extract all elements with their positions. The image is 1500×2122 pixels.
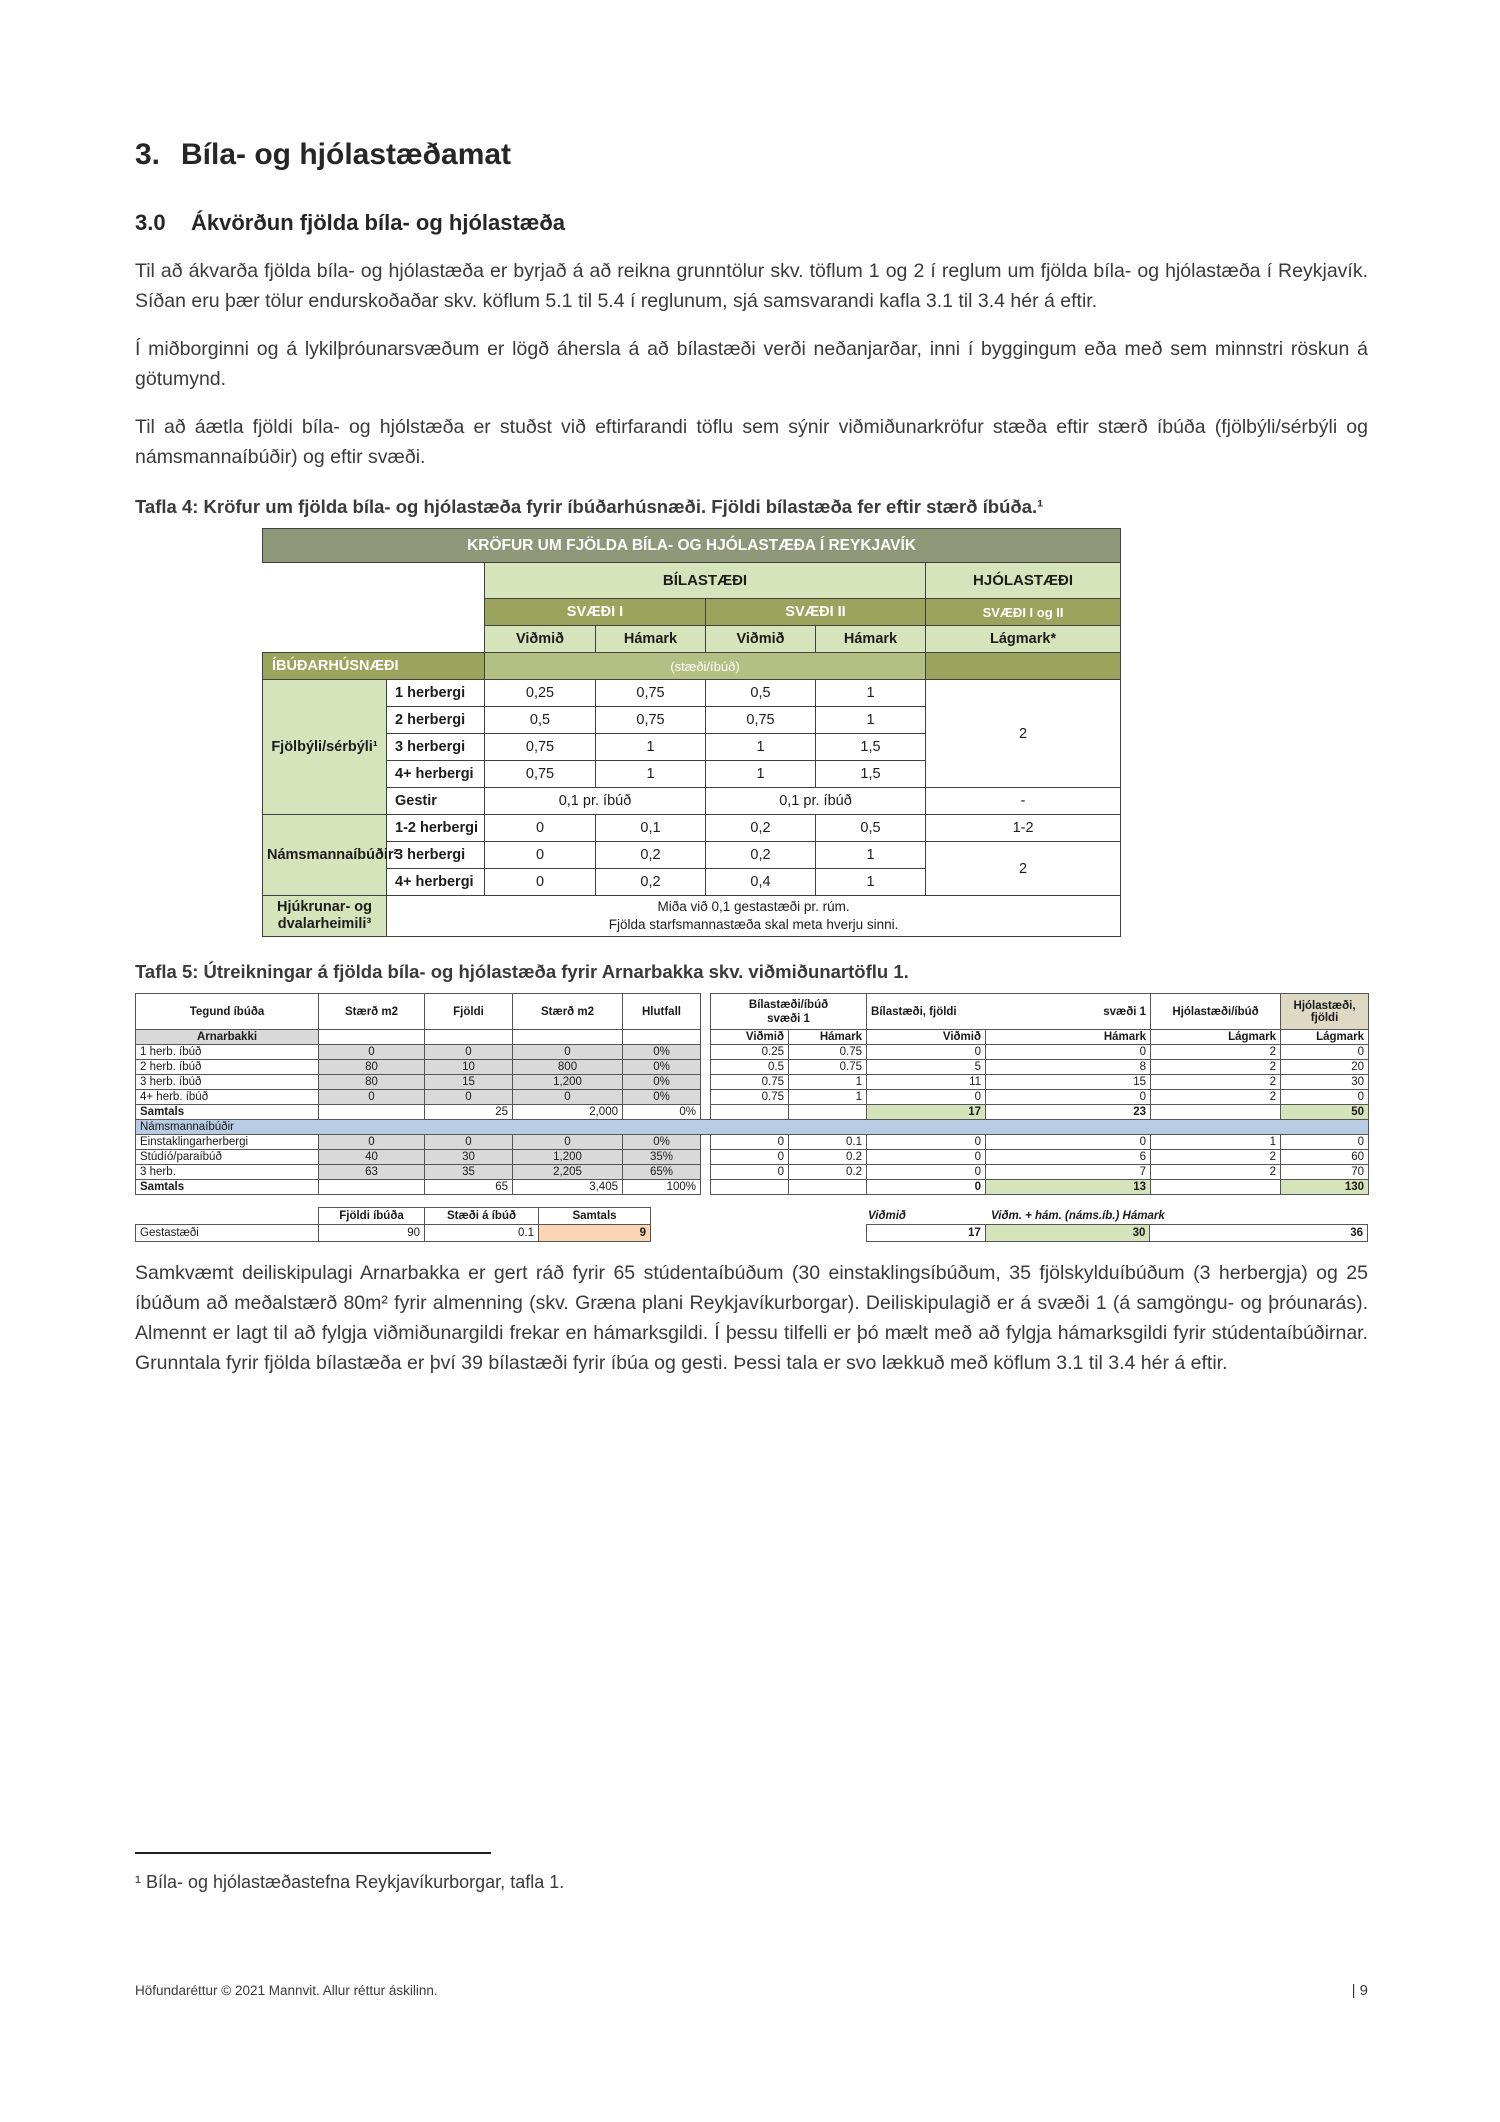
paragraph-3: Til að áætla fjöldi bíla- og hjólstæða er stuðst við eftirfarandi töflu sem sýnir viðmiðunarkröfur stæða eftir stærð íbúða (fjölbýli/sérbýli og námsmannaíbúðir) og eftir svæði. [135,416,1368,468]
table4-cell: 1-2 [926,815,1121,842]
table4-label-fjolbyli: Fjölbýli/sérbýli¹ [263,680,387,815]
table5-cell: Námsmannaíbúðir [136,1120,1369,1135]
table5-cell: Hámark [789,1030,867,1045]
table5-cell: 0 [1281,1090,1369,1105]
table5-cell-inner [871,994,1146,1029]
table5-cell: 0 [986,1045,1151,1060]
table5-cell: 0.5 [711,1060,789,1075]
table5-cell: 0 [867,1150,986,1165]
section-title: Bíla- og hjólastæðamat [181,138,512,171]
table5-cell: 0 [867,1135,986,1150]
totals-summary-table [866,1224,1368,1242]
table5-cell: Tegund íbúða [136,994,319,1030]
table5-cell [1151,1180,1281,1195]
table4-cell: 1 [816,707,926,734]
table5-cell: 17 [867,1105,986,1120]
table5-cell: 20 [1281,1060,1369,1075]
table5-row [136,1105,1369,1120]
totals-vidmid-hamark-value: 30 [985,1225,1150,1242]
table4-row-fjolbyli-1 [263,680,1121,707]
table5-cell: 800 [513,1060,623,1075]
table4-section-row [263,653,1121,680]
table5-cell: 0% [623,1105,701,1120]
table4-cell: 1 [706,734,816,761]
subsection-number: 3.0 [135,210,166,235]
table5-cell: 1,200 [513,1075,623,1090]
table5-cell [513,1030,623,1045]
table5-cell: 0.1 [789,1135,867,1150]
guest-parking-spacer [136,1208,319,1225]
table4-cell: 4+ herbergi [387,869,485,896]
table4-label-hjukrunar [263,896,387,937]
table4-cell: 0 [485,842,596,869]
page-number: | 9 [1351,1982,1368,1999]
table5-cell [711,1180,789,1195]
table5-cell: 70 [1281,1165,1369,1180]
table5-cell [319,1030,425,1045]
table4-group-hjolastaedi: HJÓLASTÆÐI [926,563,1121,599]
table5-cell: 7 [986,1165,1151,1180]
totals-hamark-label: Viðm. + hám. (náms.íb.) Hámark [991,1209,1165,1222]
table5-cell: 30 [425,1150,513,1165]
table5-cell: 0.75 [711,1075,789,1090]
table4-cell: 0,5 [706,680,816,707]
table5-cell [701,1030,711,1045]
footnote-block [135,1852,564,1893]
table5-cell: 0 [711,1135,789,1150]
table5-header-text: svæði 1 [1103,1005,1147,1018]
subsection-heading [135,210,1368,236]
footnote-text: ¹ Bíla- og hjólastæðastefna Reykjavíkurborgar, tafla 1. [135,1872,565,1892]
table5-row [136,1120,1369,1135]
table5-cell: 0 [986,1090,1151,1105]
table4-cell: 3 herbergi [387,842,485,869]
table5-cell: 0 [986,1135,1151,1150]
table5-cell: 2 [1151,1045,1281,1060]
table4-measure-row [263,626,1121,653]
guest-parking-header: Fjöldi íbúða [319,1208,425,1225]
table5-cell: 0% [623,1060,701,1075]
table4-cell: 1,5 [816,734,926,761]
table5-cell: Hjólastæði, fjöldi [1281,994,1369,1030]
table4-group-row [263,563,1121,599]
table5-cell [701,1075,711,1090]
table5-cell: 15 [986,1075,1151,1090]
table4-cell: 2 herbergi [387,707,485,734]
table5-row [136,1135,1369,1150]
table4-label-hjukrunar-line2: dvalarheimili³ [277,916,372,932]
table4-cell: - [926,788,1121,815]
table5-summary-row [135,1207,1368,1242]
table4-cell: 0,2 [706,815,816,842]
table5-cell: 3,405 [513,1180,623,1195]
table5-cell: Hámark [986,1030,1151,1045]
table5-row [136,1180,1369,1195]
table4-cell: 0,4 [706,869,816,896]
table5-cell: 1 [1151,1135,1281,1150]
table5-cell: 2 [1151,1150,1281,1165]
table4-cell: 0,75 [596,707,706,734]
totals-vidmid-label: Viðmið [868,1209,906,1222]
table4-cell: 1 [816,842,926,869]
table5-row [136,1060,1369,1075]
table5-cell: 0 [867,1045,986,1060]
table5-cell: 2 herb. íbúð [136,1060,319,1075]
table5-cell: Fjöldi [425,994,513,1030]
table5-header-text: Bílastæði/íbúð [748,998,829,1011]
table4-lagmark-header: Lágmark* [926,626,1121,653]
guest-parking-header-row [136,1208,651,1225]
table4-cell: 1 [596,734,706,761]
table4-section-ibudarhusnaedi: ÍBÚÐARHÚSNÆÐI [263,653,485,680]
table4-cell: 1,5 [816,761,926,788]
table5-cell: 35 [425,1165,513,1180]
table5-cell: 1 [789,1090,867,1105]
table4-cell: 0,2 [706,842,816,869]
table5-cell: 60 [1281,1150,1369,1165]
table4-cell: 3 herbergi [387,734,485,761]
guest-parking-header: Samtals [539,1208,651,1225]
table4-unit-note: (stæði/íbúð) [485,653,926,680]
table4-cell: 0 [485,815,596,842]
table5-cell: 3 herb. íbúð [136,1075,319,1090]
tbody [867,1225,1368,1242]
table5-cell [701,1135,711,1150]
table4-vidmid-header: Viðmið [485,626,596,653]
table5-header-text: Bílastæði, fjöldi [871,1005,957,1018]
table5-cell: 0 [319,1045,425,1060]
table5-cell: 10 [425,1060,513,1075]
totals-summary-labels [866,1207,1368,1224]
table5-cell: 1 herb. íbúð [136,1045,319,1060]
table5-cell: Viðmið [867,1030,986,1045]
table4-bike-nams: 2 [926,842,1121,896]
table5-cell: 2 [1151,1075,1281,1090]
table5-cell [1151,1105,1281,1120]
table5-cell: 0 [867,1090,986,1105]
table5-cell: Samtals [136,1105,319,1120]
table4-cell: 0,2 [596,842,706,869]
section-number: 3. [135,138,161,171]
table5-cell: 0.75 [789,1045,867,1060]
table4-title: KRÖFUR UM FJÖLDA BÍLA- OG HJÓLASTÆÐA Í REYKJAVÍK [263,529,1121,563]
table5-cell: 0.25 [711,1045,789,1060]
table5-cell: 0 [319,1090,425,1105]
table5-cell: 0 [513,1045,623,1060]
table4-cell: 1 [816,869,926,896]
table5-cell [701,1180,711,1195]
table5-body [136,994,1369,1195]
table5-cell [789,1180,867,1195]
table5-cell: 4+ herb. íbúð [136,1090,319,1105]
table5-cell: 25 [425,1105,513,1120]
guest-parking-header: Stæði á íbúð [425,1208,539,1225]
table4-hamark-header: Hámark [596,626,706,653]
guest-parking-units: 90 [319,1225,425,1242]
table4-spacer [263,599,485,626]
table5-cell: 0 [1281,1045,1369,1060]
guest-parking-data-row [136,1225,651,1242]
table4-cell: 0,1 [596,815,706,842]
table4-title-row [263,529,1121,563]
table5-cell: 80 [319,1060,425,1075]
table5-cell: 0 [425,1135,513,1150]
guest-parking-label: Gestastæði [136,1225,319,1242]
table5-cell: 0 [425,1090,513,1105]
table5-cell: Samtals [136,1180,319,1195]
paragraph-1: Til að ákvarða fjölda bíla- og hjólastæða er byrjað á að reikna grunntölur skv. töflum 1 og 2 í reglum um fjölda bíla- og hjólastæða í Reykjavík. Síðan eru þær tölur endurskoðaðar skv. köflum 5.1 til 5.4 í reglunum, sjá samsvarandi kafla 3.1 til 3.4 hér á eftir. [135,260,1368,312]
table5-cell: 0.2 [789,1165,867,1180]
table5-cell [701,1060,711,1075]
copyright-text: Höfundaréttur © 2021 Mannvit. Allur réttur áskilinn. [135,1983,438,1998]
table5-cell: 40 [319,1150,425,1165]
table5-cell: 30 [1281,1075,1369,1090]
table4-cell: 0 [485,869,596,896]
table5-cell: 23 [986,1105,1151,1120]
table5-cell: 0 [319,1135,425,1150]
page-footer [135,1982,1368,1999]
table5-cell: 6 [986,1150,1151,1165]
table4-cell: 0,1 pr. íbúð [706,788,926,815]
table5-cell: 0 [711,1165,789,1180]
table5-cell: 2,000 [513,1105,623,1120]
table4-vidmid-header: Viðmið [706,626,816,653]
table5-cell [711,1105,789,1120]
table5-cell: Lágmark [1281,1030,1369,1045]
table4-cell: 1 [816,680,926,707]
table4-requirements [262,528,1121,937]
table4-spacer [263,563,485,599]
table4-cell: 0,5 [485,707,596,734]
totals-hamark-value: 36 [1150,1225,1368,1242]
table5-cell [711,994,867,1030]
table4-cell: 1 [706,761,816,788]
subsection-title: Ákvörðun fjölda bíla- og hjólastæða [191,210,566,235]
table4-hjukrunar-note [387,896,1121,937]
table5-cell: 0 [867,1165,986,1180]
table4-cell: 0,75 [596,680,706,707]
table5-cell: Hlutfall [623,994,701,1030]
table4-cell: 1 herbergi [387,680,485,707]
table5-cell [701,1090,711,1105]
table5-cell: 65 [425,1180,513,1195]
table5-cell: 2,205 [513,1165,623,1180]
table5-row [136,1045,1369,1060]
table5-cell [867,994,1151,1030]
table5-cell: Einstaklingarherbergi [136,1135,319,1150]
table5-cell [319,1105,425,1120]
table5-cell: 0% [623,1075,701,1090]
table5-cell-inner [715,994,862,1029]
table4-zone-2: SVÆÐI II [706,599,926,626]
footnote-rule [135,1852,491,1854]
totals-summary-values-row [867,1225,1368,1242]
table4-cell: 4+ herbergi [387,761,485,788]
table5-cell [701,1105,711,1120]
table4-label-namsmannaibudir: Námsmannaíbúðir² [263,815,387,896]
table4-cell: 1-2 herbergi [387,815,485,842]
table5-cell: 0% [623,1045,701,1060]
paragraph-4: Samkvæmt deiliskipulagi Arnarbakka er gert ráð fyrir 65 stúdentaíbúðum (30 einstaklingsíbúðum, 35 fjölskylduíbúðum (3 herbergja) og 25 íbúðum að meðalstærð 80m² fyrir almenning (skv. Græna plani Reykjavíkurborgar). Deiliskipulagið er á svæði 1 (á samgöngu- og þróunarás). Almennt er lagt til að fylgja viðmiðunargildi frekar en hámarksgildi. Í þessu tilfelli er þó mælt með að fylgja hámarksgildi fyrir stúdentaíbúðirnar. Grunntala fyrir fjölda bílastæða er því 39 bílastæði fyrir íbúa og gesti. Þessi tala er svo lækkuð með köflum 3.1 til 3.4 hér á eftir. [135,1262,1368,1374]
table4-cell: 0,75 [485,734,596,761]
table4-hjukrunar-note-line2: Fjölda starfsmannastæða skal meta hverju sinni. [608,917,899,932]
table4-zone-row [263,599,1121,626]
table5-cell: 65% [623,1165,701,1180]
table5-cell: 0 [867,1180,986,1195]
table5-cell [701,994,711,1030]
table5-cell: 63 [319,1165,425,1180]
table5-cell: 0 [513,1090,623,1105]
table5-cell: 100% [623,1180,701,1195]
table4-zone-1: SVÆÐI I [485,599,706,626]
table5-cell: 3 herb. [136,1165,319,1180]
table5-cell: Hjólastæði/íbúð [1151,994,1281,1030]
section-heading [135,138,1368,172]
table5-row [136,1090,1369,1105]
table5 [135,993,1369,1195]
table5-cell: 2 [1151,1060,1281,1075]
table5-cell: 0 [1281,1135,1369,1150]
table4-cell: 0,25 [485,680,596,707]
table5-cell [701,1165,711,1180]
table4-spacer [263,626,485,653]
table4-zone-1-2: SVÆÐI I og II [926,599,1121,626]
table4-cell: 1 [596,761,706,788]
table5-cell [319,1180,425,1195]
table5-cell: Viðmið [711,1030,789,1045]
table5-cell: 15 [425,1075,513,1090]
table5-cell: 2 [1151,1165,1281,1180]
table5-row [136,1165,1369,1180]
table4-row-hjukrunar [263,896,1121,937]
table5-cell: Lágmark [1151,1030,1281,1045]
table5-cell: Arnarbakki [136,1030,319,1045]
table4-cell: 0,75 [706,707,816,734]
table5-cell: 0% [623,1090,701,1105]
table5-row [136,1075,1369,1090]
table4-cell: Gestir [387,788,485,815]
totals-summary [866,1207,1368,1242]
table5-cell [789,1105,867,1120]
tbody [263,529,1121,937]
guest-parking-total: 9 [539,1225,651,1242]
table5-cell: Stúdíó/paraíbúð [136,1150,319,1165]
table5-cell: 80 [319,1075,425,1090]
table4-cell: 0,1 pr. íbúð [485,788,706,815]
table5-caption: Tafla 5: Útreikningar á fjölda bíla- og hjólastæða fyrir Arnarbakka skv. viðmiðunartöflu 1. [135,961,909,982]
table5-header-text: svæði 1 [767,1012,810,1025]
table4-bike-fjolbyli: 2 [926,680,1121,788]
table4-row-gestir [263,788,1121,815]
table4-cell: 0,75 [485,761,596,788]
table5-cell: 0% [623,1135,701,1150]
tbody [136,1208,651,1242]
table4-caption: Tafla 4: Kröfur um fjölda bíla- og hjólastæða fyrir íbúðarhúsnæði. Fjöldi bílastæða fer eftir stærð íbúða.¹ [135,496,1044,517]
table5-cell [701,1150,711,1165]
table4-cell: 0,2 [596,869,706,896]
table4-hjukrunar-note-line1: Miða við 0,1 gestastæði pr. rúm. [657,899,850,914]
table5-cell: 0.75 [711,1090,789,1105]
table5-cell: 0 [513,1135,623,1150]
table5-cell [425,1030,513,1045]
table5-header-row-2 [136,1030,1369,1045]
guest-parking-ratio: 0.1 [425,1225,539,1242]
table5-cell: 130 [1281,1180,1369,1195]
table4-label-hjukrunar-line1: Hjúkrunar- og [276,899,373,915]
table5-cell: 1,200 [513,1150,623,1165]
table4-row-nams-1 [263,815,1121,842]
table5-cell: 1 [789,1075,867,1090]
table4-section-filler [926,653,1121,680]
table5-cell: 11 [867,1075,986,1090]
table5-cell: 2 [1151,1090,1281,1105]
table5-header-row-1 [136,994,1369,1030]
table5-cell: 8 [986,1060,1151,1075]
table5-cell: 50 [1281,1105,1369,1120]
table5-cell: Stærð m2 [319,994,425,1030]
table5-cell: 0 [711,1150,789,1165]
table5-cell [701,1045,711,1060]
paragraph-2: Í miðborginni og á lykilþróunarsvæðum er lögð áhersla á að bílastæði verði neðanjarðar, inni í byggingum eða með sem minnstri röskun á götumynd. [135,338,1368,390]
table5-cell: 0.2 [789,1150,867,1165]
table4-cell: 0,5 [816,815,926,842]
table4-group-bilastaedi: BÍLASTÆÐI [485,563,926,599]
table5-cell: 0 [425,1045,513,1060]
totals-vidmid-value: 17 [867,1225,986,1242]
table5-row [136,1150,1369,1165]
table5-cell: 35% [623,1150,701,1165]
table5-cell: 5 [867,1060,986,1075]
guest-parking-table [135,1207,651,1242]
table5-cell: 0.75 [789,1060,867,1075]
table5-cell: 13 [986,1180,1151,1195]
table5-cell [623,1030,701,1045]
table4-hamark-header: Hámark [816,626,926,653]
table5-cell: Stærð m2 [513,994,623,1030]
